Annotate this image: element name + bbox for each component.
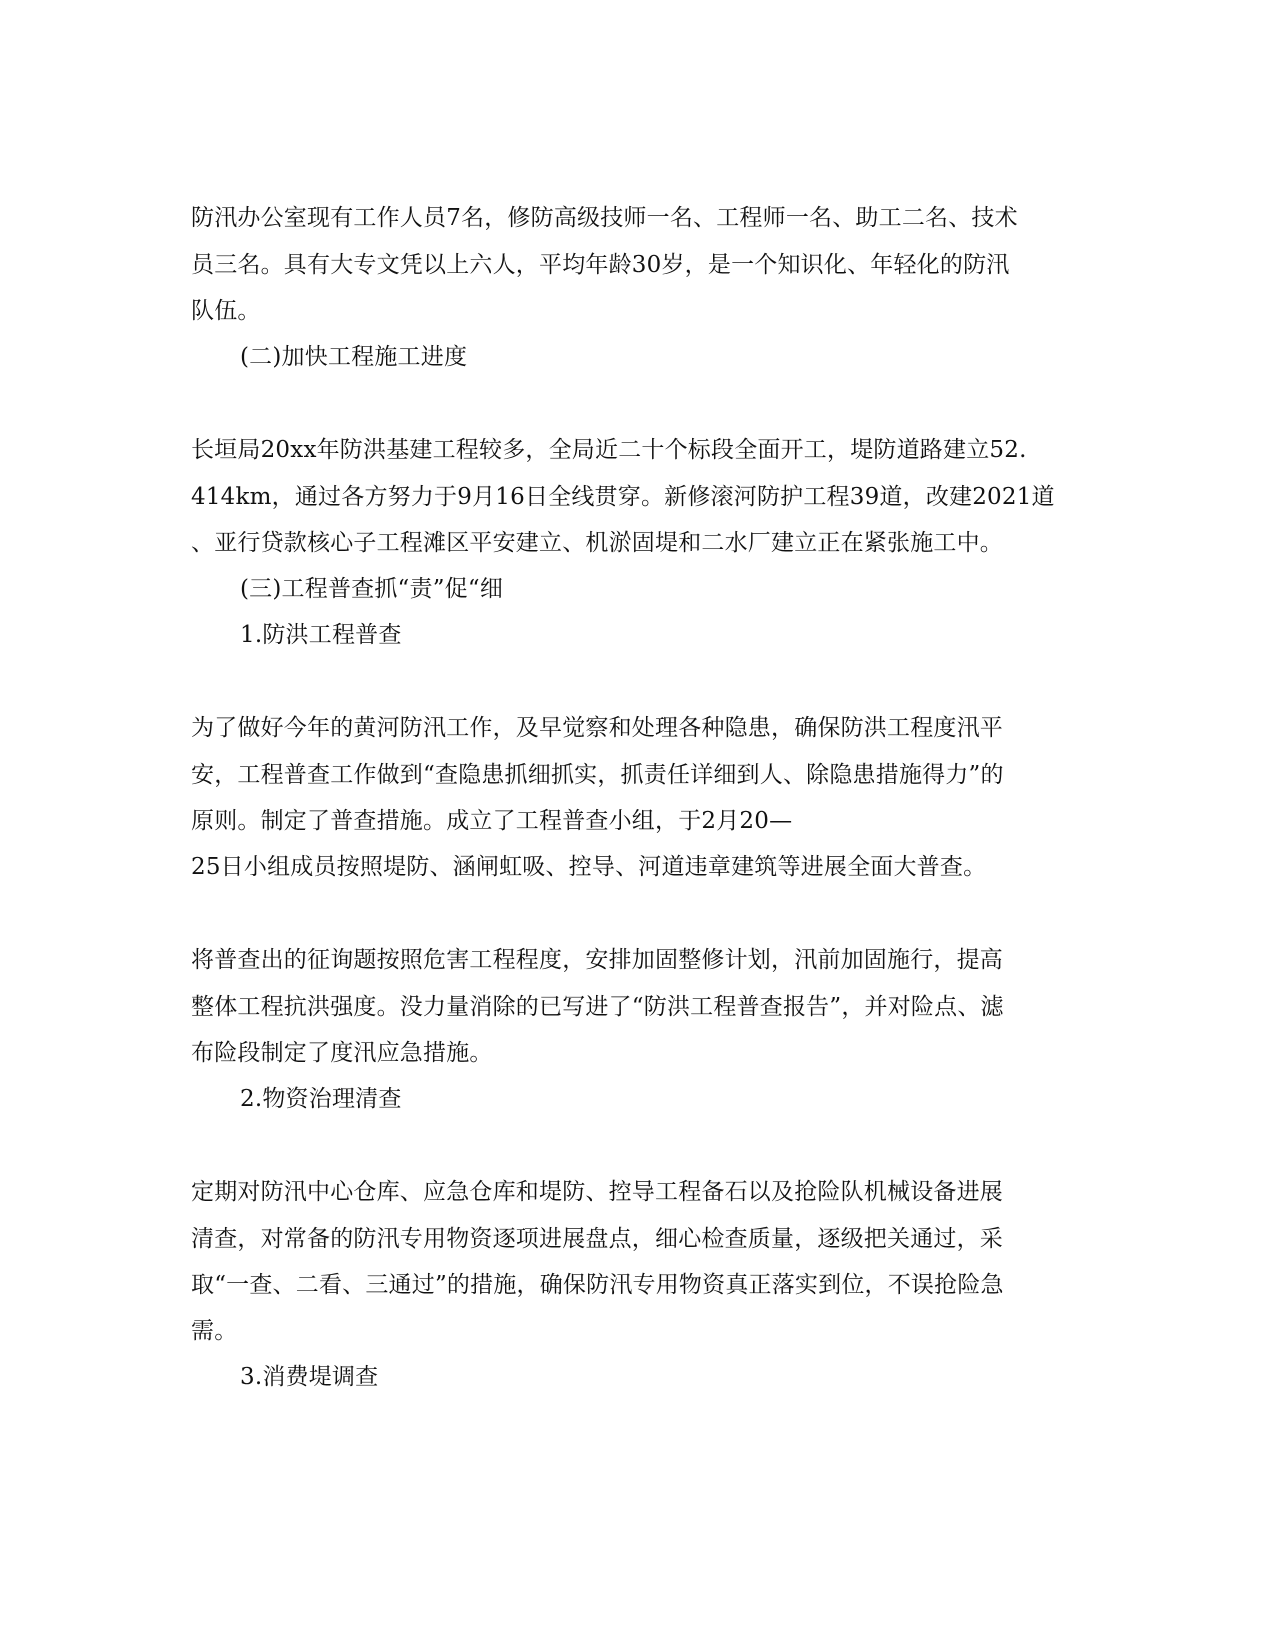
text-line: 取“一查、二看、三通过”的措施，确保防汛专用物资真正落实到位，不误抢险急	[191, 1272, 1004, 1298]
text-line: 需。	[191, 1318, 238, 1344]
text-line: 布险段制定了度汛应急措施。	[191, 1040, 493, 1066]
subsection-heading: 3.消费堤调查	[240, 1364, 379, 1390]
section-heading: (二)加快工程施工进度	[240, 344, 468, 370]
section-heading: (三)工程普查抓“责”促“细	[240, 576, 504, 602]
text-line: 防汛办公室现有工作人员7名，修防高级技师一名、工程师一名、助工二名、技术	[191, 205, 1018, 231]
text-line: 清查，对常备的防汛专用物资逐项进展盘点，细心检查质量，逐级把关通过，采	[191, 1226, 1003, 1252]
text-line: 、亚行贷款核心子工程滩区平安建立、机淤固堤和二水厂建立正在紧张施工中。	[191, 530, 1003, 556]
text-line: 整体工程抗洪强度。没力量消除的已写进了“防洪工程普查报告”，并对险点、滤	[191, 994, 1004, 1020]
text-line: 将普查出的征询题按照危害工程程度，安排加固整修计划，汛前加固施行，提高	[191, 947, 1003, 973]
subsection-heading: 1.防洪工程普查	[240, 622, 402, 648]
text-line: 长垣局20xx年防洪基建工程较多，全局近二十个标段全面开工，堤防道路建立52.	[191, 437, 1027, 463]
text-line: 定期对防汛中心仓库、应急仓库和堤防、控导工程备石以及抢险队机械设备进展	[191, 1179, 1003, 1205]
text-line: 414km，通过各方努力于9月16日全线贯穿。新修滚河防护工程39道，改建2021道	[191, 484, 1055, 510]
text-line: 员三名。具有大专文凭以上六人，平均年龄30岁，是一个知识化、年轻化的防汛	[191, 252, 1010, 278]
text-line: 为了做好今年的黄河防汛工作，及早觉察和处理各种隐患，确保防洪工程度汛平	[191, 715, 1003, 741]
text-line: 安，工程普查工作做到“查隐患抓细抓实，抓责任详细到人、除隐患措施得力”的	[191, 762, 1004, 788]
text-line: 25日小组成员按照堤防、涵闸虹吸、控导、河道违章建筑等进展全面大普查。	[191, 854, 987, 880]
text-line: 原则。制定了普查措施。成立了工程普查小组，于2月20—	[191, 808, 793, 834]
text-line: 队伍。	[191, 298, 261, 324]
subsection-heading: 2.物资治理清查	[240, 1086, 402, 1112]
